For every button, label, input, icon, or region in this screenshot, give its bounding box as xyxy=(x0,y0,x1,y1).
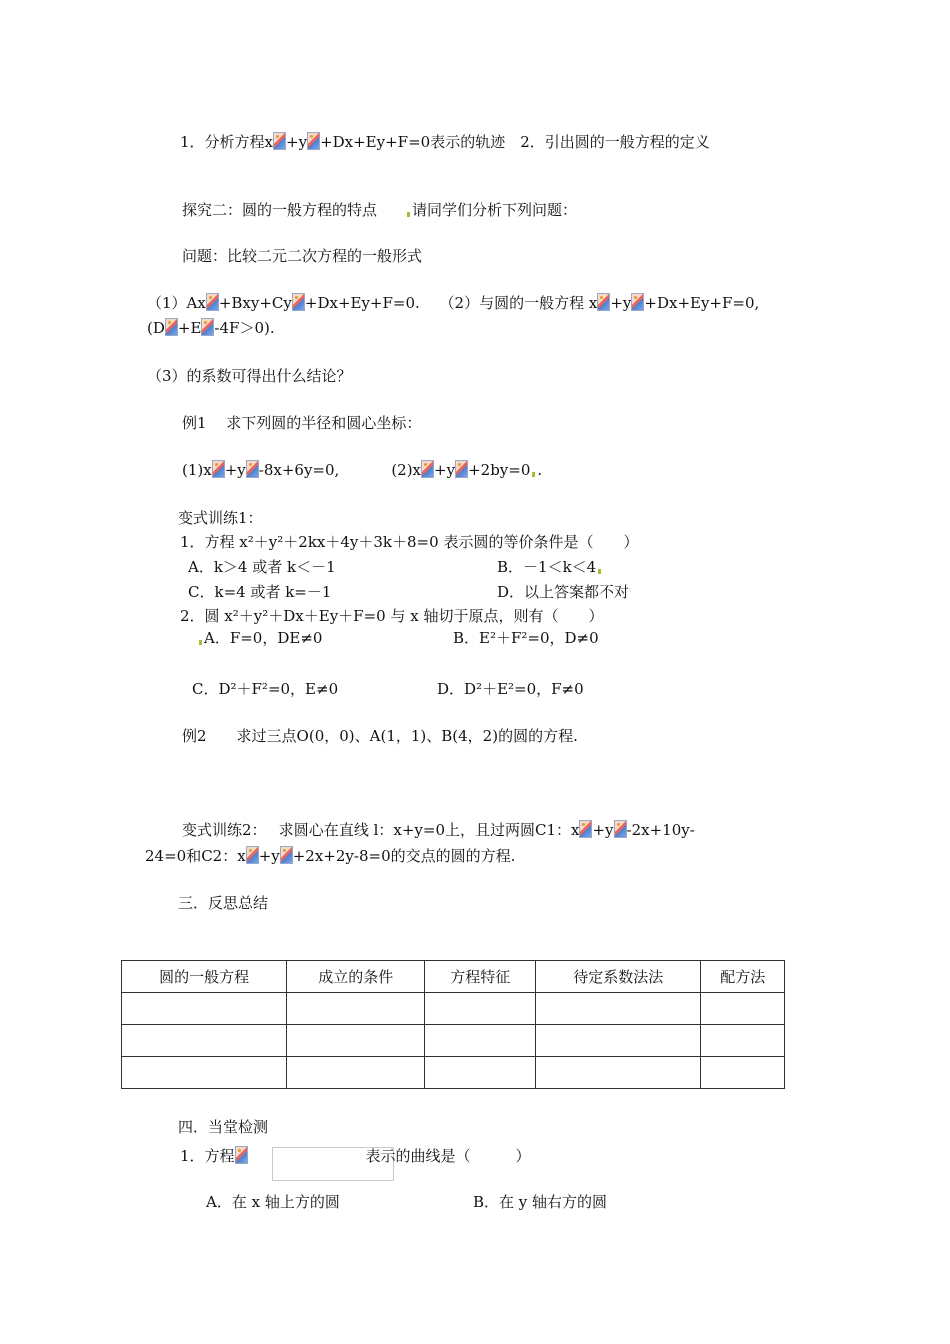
q1-line xyxy=(147,293,759,313)
table-header: 成立的条件 xyxy=(287,961,425,993)
table-cell xyxy=(536,1025,701,1057)
text: -8x+6y=0, xyxy=(258,461,340,479)
variant-1-A: A．k＞4 或者 k＜－1 xyxy=(188,558,336,576)
text: +y xyxy=(610,294,632,312)
section-4-heading: 四．当堂检测 xyxy=(178,1118,269,1136)
text: x xyxy=(264,133,274,151)
mark-icon xyxy=(199,640,202,645)
table-cell xyxy=(536,1057,701,1089)
table-cell xyxy=(287,993,425,1025)
variant-1-B xyxy=(497,557,603,577)
heading: 探究二：圆的一般方程的特点 xyxy=(182,201,378,219)
text: +y xyxy=(258,847,280,865)
text: 1．方程 xyxy=(180,1147,235,1165)
q3: （3）的系数可得出什么结论？ xyxy=(147,367,352,385)
formula-image-icon xyxy=(165,318,178,336)
variant-1-title: 变式训练1： xyxy=(178,509,263,527)
table-header: 待定系数法法 xyxy=(536,961,701,993)
table-header: 配方法 xyxy=(701,961,785,993)
variant-2-line-1 xyxy=(182,820,695,840)
variant-1-q1: 1．方程 x²＋y²＋2kx＋4y＋3k＋8=0 表示圆的等价条件是（ ） xyxy=(180,533,639,551)
test-1 xyxy=(180,1146,531,1166)
summary-table xyxy=(121,960,785,1089)
example-2: 例2 求过三点O(0，0)、A(1，1)、B(4，2)的圆的方程. xyxy=(182,727,578,745)
example-1-items: (1)x +y -8x+6y=0, (2)x +y +2by=0 . xyxy=(182,461,543,479)
formula-image-icon xyxy=(455,460,468,478)
table-cell xyxy=(701,993,785,1025)
question: 问题：比较二元二次方程的一般形式 xyxy=(182,247,423,265)
text: +Bxy+Cy xyxy=(218,294,292,312)
text: -2x+10y- xyxy=(626,821,695,839)
formula-image-icon xyxy=(246,460,259,478)
formula-image-icon xyxy=(579,820,592,838)
variant-1-q2-C: C．D²＋F²=0，E≠0 xyxy=(192,680,339,698)
test-1-A: A．在 x 轴上方的圆 xyxy=(206,1193,340,1211)
mark-icon xyxy=(407,212,410,217)
text: +Dx+Ey+F=0表示的轨迹 2．引出圆的一般方程的定义 xyxy=(320,133,710,151)
table-cell xyxy=(122,1025,287,1057)
table-cell xyxy=(122,993,287,1025)
formula-image-icon xyxy=(292,293,305,311)
text: (2)x xyxy=(391,461,422,479)
formula-image-icon xyxy=(206,293,219,311)
text: 变式训练2： 求圆心在直线 l：x+y=0上，且过两圆C1：x xyxy=(182,821,580,839)
table-row xyxy=(122,1025,785,1057)
text: +y xyxy=(224,461,246,479)
formula-image-icon xyxy=(246,846,259,864)
table-cell xyxy=(425,1025,536,1057)
text: +Dx+Ey+F=0. （2）与圆的一般方程 x xyxy=(304,294,598,312)
text: +E xyxy=(177,319,202,337)
mark-icon xyxy=(598,569,601,574)
table-cell xyxy=(536,993,701,1025)
variant-1-q2: 2．圆 x²＋y²＋Dx＋Ey＋F=0 与 x 轴切于原点，则有（ ） xyxy=(180,607,604,625)
variant-1-q2-D: D．D²＋E²=0，F≠0 xyxy=(437,680,584,698)
text: +Dx+Ey+F=0, xyxy=(644,294,760,312)
text: 24=0和C2：x xyxy=(145,847,246,865)
formula-image-icon xyxy=(307,132,320,150)
text: 请同学们分析下列问题： xyxy=(412,201,578,219)
variant-1-q2-B: B．E²＋F²=0，D≠0 xyxy=(453,629,599,647)
formula-image-icon xyxy=(597,293,610,311)
variant-1-D: D．以上答案都不对 xyxy=(497,583,630,601)
table-cell xyxy=(701,1025,785,1057)
q1-line-2 xyxy=(147,318,275,338)
table-cell xyxy=(425,993,536,1025)
text: 表示的曲线是（ ） xyxy=(365,1147,531,1165)
table-header: 方程特征 xyxy=(425,961,536,993)
example-1: 例1 求下列圆的半径和圆心坐标： xyxy=(182,414,422,432)
table-row xyxy=(122,993,785,1025)
variant-1-q2-A xyxy=(197,628,322,648)
section-3-heading: 三．反思总结 xyxy=(178,894,269,912)
table-cell xyxy=(287,1057,425,1089)
text: -4F＞0). xyxy=(214,319,275,337)
text: +y xyxy=(434,461,456,479)
table-header: 圆的一般方程 xyxy=(122,961,287,993)
table-cell xyxy=(287,1025,425,1057)
variant-1-C: C．k=4 或者 k=－1 xyxy=(188,583,332,601)
formula-image-icon xyxy=(235,1146,248,1164)
explore-2 xyxy=(182,200,577,220)
formula-image-icon xyxy=(614,820,627,838)
text: A．F=0，DE≠0 xyxy=(204,629,323,647)
formula-image-icon xyxy=(631,293,644,311)
table-row xyxy=(122,1057,785,1089)
test-1-B: B．在 y 轴右方的圆 xyxy=(473,1193,608,1211)
formula-image-icon xyxy=(280,846,293,864)
text: +2by=0 xyxy=(468,461,531,479)
table-cell xyxy=(425,1057,536,1089)
text: （1）Ax xyxy=(147,294,206,312)
text: +y xyxy=(592,821,614,839)
text: +y xyxy=(286,133,308,151)
text: (1)x xyxy=(182,461,212,479)
formula-image-icon xyxy=(212,460,225,478)
item-1 xyxy=(180,132,710,152)
text: B．－1＜k＜4 xyxy=(497,558,597,576)
table-cell xyxy=(701,1057,785,1089)
text: 1．分析方程 xyxy=(180,133,265,151)
text: +2x+2y-8=0的交点的圆的方程. xyxy=(292,847,516,865)
mark-icon xyxy=(532,472,535,477)
variant-2-line-2 xyxy=(145,846,515,866)
table-header-row xyxy=(122,961,785,993)
formula-image-icon xyxy=(201,318,214,336)
text: (D xyxy=(147,319,165,337)
table-cell xyxy=(122,1057,287,1089)
formula-image-icon xyxy=(273,132,286,150)
formula-image-icon xyxy=(421,460,434,478)
